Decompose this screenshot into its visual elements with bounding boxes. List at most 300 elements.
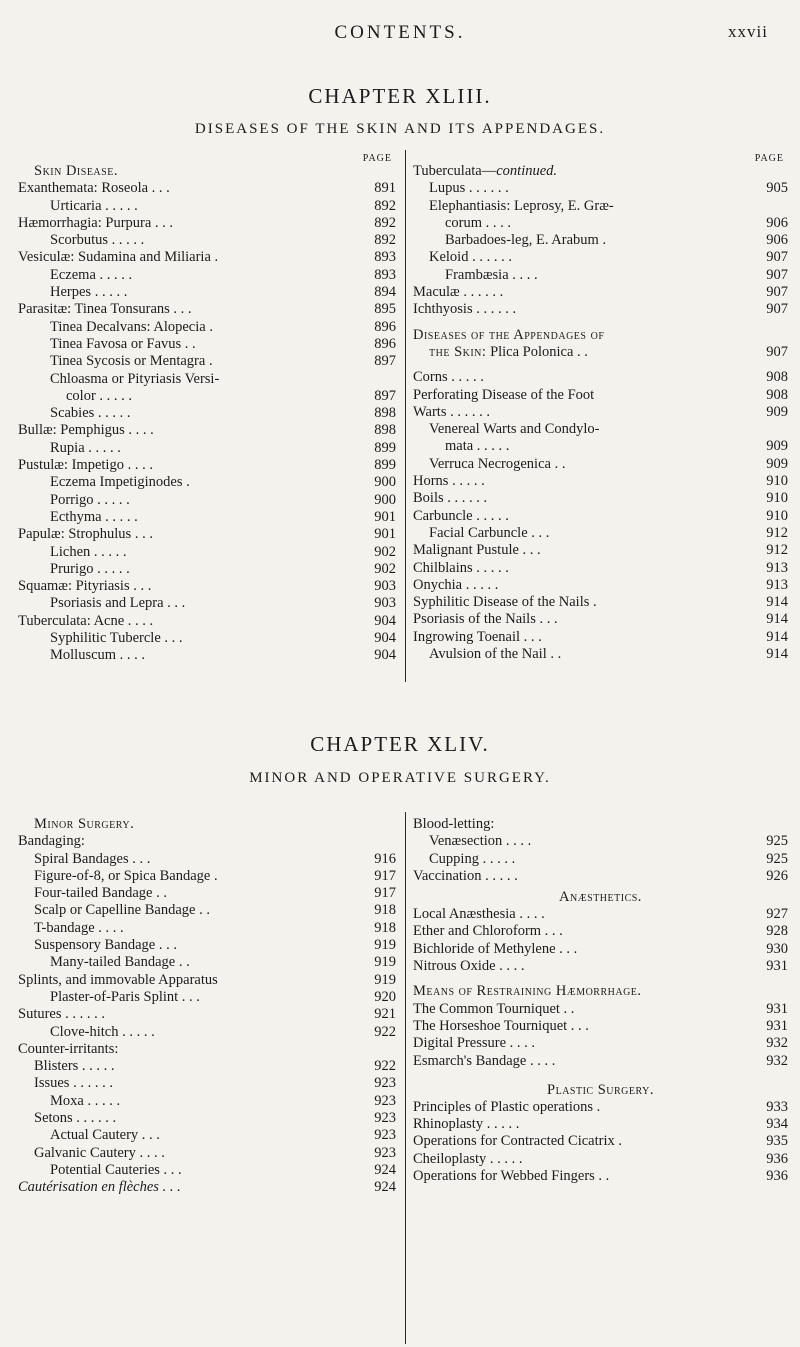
toc-entry bbox=[413, 885, 788, 906]
toc-entry bbox=[413, 906, 788, 923]
page-number-ref: 927 bbox=[766, 906, 788, 923]
toc-entry-title: Ether and Chloroform . . . bbox=[413, 923, 563, 940]
toc-entry-title: the Skin: Plica Polonica . . bbox=[429, 343, 588, 360]
toc-entry-title: Suspensory Bandage . . . bbox=[34, 937, 177, 954]
page-number-ref: 925 bbox=[766, 850, 788, 867]
page-number-ref: 900 bbox=[374, 491, 396, 508]
toc-entry-title: Rhinoplasty . . . . . bbox=[413, 1116, 520, 1133]
toc-entry-title: Herpes . . . . . bbox=[50, 284, 128, 301]
toc-entry-title: Lupus . . . . . . bbox=[429, 180, 509, 197]
page-number-ref: 924 bbox=[374, 1161, 396, 1178]
toc-entry bbox=[18, 249, 396, 266]
page-number-ref: 892 bbox=[374, 232, 396, 249]
chapter-43-title: CHAPTER XLIII. bbox=[308, 84, 492, 108]
toc-entry bbox=[18, 267, 396, 284]
toc-entry-title: Clove-hitch . . . . . bbox=[50, 1023, 155, 1040]
page-number-ref: 935 bbox=[766, 1133, 788, 1150]
toc-entry-title: The Common Tourniquet . . bbox=[413, 1000, 575, 1017]
toc-entry-title: Digital Pressure . . . . bbox=[413, 1035, 536, 1052]
toc-entry bbox=[18, 954, 396, 971]
toc-entry-title: Venæsection . . . . bbox=[429, 833, 532, 850]
toc-entry bbox=[413, 1078, 788, 1099]
page-number-ref: 899 bbox=[374, 457, 396, 474]
toc-entry-title: Boils . . . . . . bbox=[413, 490, 488, 507]
chapter-44-right-column bbox=[413, 816, 788, 1185]
chapter-44-left-column bbox=[18, 816, 396, 1197]
page-number-ref: 914 bbox=[766, 628, 788, 645]
toc-entry bbox=[18, 440, 396, 457]
page-number-ref: 901 bbox=[374, 526, 396, 543]
page-number-ref: 931 bbox=[766, 1017, 788, 1034]
toc-entry bbox=[18, 613, 396, 630]
toc-entry-title: Hæmorrhagia: Purpura . . . bbox=[18, 214, 174, 231]
toc-entry-title: Nitrous Oxide . . . . bbox=[413, 958, 525, 975]
toc-entry bbox=[18, 1093, 396, 1110]
toc-entry-title: Ichthyosis . . . . . . bbox=[413, 301, 517, 318]
toc-entry-title: Blood-letting: bbox=[413, 816, 495, 832]
page-number-ref: 910 bbox=[766, 473, 788, 490]
toc-entry-title: Esmarch's Bandage . . . . bbox=[413, 1052, 556, 1069]
page-number-ref: 909 bbox=[766, 403, 788, 420]
page-number-ref: 932 bbox=[766, 1035, 788, 1052]
toc-entry-title: Exanthemata: Roseola . . . bbox=[18, 180, 170, 197]
chapter-43-right-column bbox=[413, 150, 788, 663]
toc-entry-title: Bandaging: bbox=[18, 833, 85, 850]
toc-entry bbox=[413, 1035, 788, 1052]
toc-entry bbox=[18, 989, 396, 1006]
toc-entry bbox=[413, 1053, 788, 1070]
toc-entry-title: Verruca Necrogenica . . bbox=[429, 455, 566, 472]
toc-entry-title: Onychia . . . . . bbox=[413, 576, 499, 593]
toc-entry-title: Operations for Contracted Cicatrix . bbox=[413, 1133, 622, 1150]
toc-entry bbox=[413, 301, 788, 318]
toc-entry bbox=[18, 371, 396, 388]
toc-entry bbox=[413, 404, 788, 421]
toc-entry-title: Scabies . . . . . bbox=[50, 405, 131, 422]
page-number-ref: 923 bbox=[374, 1092, 396, 1109]
toc-entry-title: Pustulæ: Impetigo . . . . bbox=[18, 457, 153, 474]
section-heading: Minor Surgery. bbox=[34, 816, 135, 832]
page-number-ref: 913 bbox=[766, 559, 788, 576]
toc-entry bbox=[413, 560, 788, 577]
toc-entry-title: Bichloride of Methylene . . . bbox=[413, 940, 578, 957]
toc-entry bbox=[413, 473, 788, 490]
toc-entry bbox=[413, 232, 788, 249]
page-column-label: PAGE bbox=[362, 153, 392, 164]
toc-entry bbox=[18, 647, 396, 664]
toc-entry-title: Avulsion of the Nail . . bbox=[429, 646, 562, 663]
page-number-ref: 912 bbox=[766, 524, 788, 541]
toc-entry bbox=[18, 319, 396, 336]
toc-entry bbox=[413, 868, 788, 885]
page-number-ref: 903 bbox=[374, 578, 396, 595]
toc-entry bbox=[413, 198, 788, 215]
page-number-ref: 922 bbox=[374, 1023, 396, 1040]
page-number-ref: 896 bbox=[374, 335, 396, 352]
spacer bbox=[413, 361, 788, 369]
toc-entry-title: Tuberculata—continued. bbox=[413, 163, 558, 179]
page-number-ref: 914 bbox=[766, 646, 788, 663]
page-number-ref: 923 bbox=[374, 1127, 396, 1144]
toc-entry bbox=[413, 1116, 788, 1133]
toc-entry-title: Chloasma or Pityriasis Versi- bbox=[50, 370, 220, 387]
toc-entry-title: Horns . . . . . bbox=[413, 473, 485, 490]
toc-entry bbox=[413, 284, 788, 301]
toc-entry bbox=[18, 198, 396, 215]
page-number-ref: 923 bbox=[374, 1110, 396, 1127]
toc-entry bbox=[413, 833, 788, 850]
toc-entry bbox=[18, 180, 396, 197]
toc-entry-title: Sutures . . . . . . bbox=[18, 1006, 105, 1023]
toc-entry bbox=[18, 336, 396, 353]
toc-entry-title: Cupping . . . . . bbox=[429, 850, 516, 867]
toc-entry-title: Vesiculæ: Sudamina and Miliaria . bbox=[18, 249, 219, 266]
toc-entry-title: Vaccination . . . . . bbox=[413, 867, 518, 884]
page-number-ref: 908 bbox=[766, 369, 788, 386]
toc-entry bbox=[18, 595, 396, 612]
column-divider bbox=[405, 812, 406, 1344]
toc-entry bbox=[18, 630, 396, 647]
toc-entry bbox=[413, 163, 788, 180]
toc-entry-title: Scorbutus . . . . . bbox=[50, 232, 145, 249]
page-number-ref: 891 bbox=[374, 180, 396, 197]
toc-entry-title: Local Anæsthesia . . . . bbox=[413, 906, 545, 923]
page-number-ref: 933 bbox=[766, 1098, 788, 1115]
page-number-ref: 898 bbox=[374, 422, 396, 439]
toc-entry-title: Molluscum . . . . bbox=[50, 647, 146, 664]
toc-entry bbox=[413, 923, 788, 940]
toc-entry bbox=[18, 150, 396, 163]
continued-label: continued. bbox=[496, 163, 558, 179]
page-number-ref: 898 bbox=[374, 405, 396, 422]
toc-entry-title: Four-tailed Bandage . . bbox=[34, 885, 167, 902]
toc-entry bbox=[18, 232, 396, 249]
toc-entry-title: Moxa . . . . . bbox=[50, 1092, 121, 1109]
toc-entry bbox=[413, 594, 788, 611]
toc-entry-title: Potential Cauteries . . . bbox=[50, 1161, 182, 1178]
toc-entry-title: Carbuncle . . . . . bbox=[413, 507, 509, 524]
toc-entry-title: Plica Polonica . . bbox=[486, 343, 588, 360]
toc-entry bbox=[18, 526, 396, 543]
page-number-ref: 919 bbox=[374, 937, 396, 954]
toc-entry-title: Venereal Warts and Condylo- bbox=[429, 421, 600, 438]
page-number-ref: 893 bbox=[374, 266, 396, 283]
toc-entry bbox=[413, 525, 788, 542]
toc-entry bbox=[413, 438, 788, 455]
chapter-44-subtitle: MINOR AND OPERATIVE SURGERY. bbox=[249, 770, 551, 786]
toc-entry bbox=[18, 937, 396, 954]
page-number-ref: 908 bbox=[766, 386, 788, 403]
toc-entry bbox=[18, 578, 396, 595]
toc-entry-title: Corns . . . . . bbox=[413, 369, 484, 386]
spacer bbox=[413, 319, 788, 327]
toc-entry bbox=[413, 456, 788, 473]
toc-entry bbox=[18, 816, 396, 833]
toc-entry bbox=[18, 1162, 396, 1179]
toc-entry bbox=[18, 1127, 396, 1144]
toc-entry-title: Tinea Sycosis or Mentagra . bbox=[50, 353, 213, 370]
toc-entry-title: mata . . . . . bbox=[445, 438, 510, 455]
page-number-ref: 905 bbox=[766, 180, 788, 197]
page-number-ref: 924 bbox=[374, 1179, 396, 1196]
toc-entry bbox=[18, 1110, 396, 1127]
page-number-ref: 910 bbox=[766, 490, 788, 507]
toc-entry-title: Urticaria . . . . . bbox=[50, 197, 138, 214]
toc-entry-title: Operations for Webbed Fingers . . bbox=[413, 1168, 610, 1185]
toc-entry bbox=[18, 509, 396, 526]
toc-entry-title: Splints, and immovable Apparatus bbox=[18, 971, 218, 988]
section-heading: Plastic Surgery. bbox=[547, 1081, 654, 1098]
page-number-ref: 919 bbox=[374, 971, 396, 988]
toc-entry-title: Elephantiasis: Leprosy, E. Græ- bbox=[429, 197, 614, 214]
page-number-ref: 920 bbox=[374, 988, 396, 1005]
page-number-ref: 904 bbox=[374, 612, 396, 629]
toc-entry bbox=[413, 267, 788, 284]
toc-entry-title: Porrigo . . . . . bbox=[50, 491, 130, 508]
page-number-ref: 899 bbox=[374, 439, 396, 456]
page-number-ref: 930 bbox=[766, 940, 788, 957]
toc-entry-title: Rupia . . . . . bbox=[50, 439, 121, 456]
page-number-ref: 936 bbox=[766, 1168, 788, 1185]
page-number-ref: 894 bbox=[374, 284, 396, 301]
toc-entry bbox=[413, 150, 788, 163]
page-number-ref: 892 bbox=[374, 197, 396, 214]
toc-entry bbox=[18, 388, 396, 405]
page-number-ref: 931 bbox=[766, 1000, 788, 1017]
page-number-ref: 906 bbox=[766, 214, 788, 231]
toc-entry bbox=[18, 301, 396, 318]
spacer bbox=[413, 975, 788, 983]
toc-entry-title: Principles of Plastic operations . bbox=[413, 1098, 601, 1115]
toc-entry bbox=[18, 163, 396, 180]
page-number-ref: 925 bbox=[766, 833, 788, 850]
toc-entry-title: Psoriasis of the Nails . . . bbox=[413, 611, 558, 628]
section-heading: Means of Restraining Hæmorrhage. bbox=[413, 983, 642, 1000]
toc-entry-title: Setons . . . . . . bbox=[34, 1110, 117, 1127]
toc-entry-title: Chilblains . . . . . bbox=[413, 559, 509, 576]
toc-entry-title: Bullæ: Pemphigus . . . . bbox=[18, 422, 154, 439]
page-number-ref: 897 bbox=[374, 387, 396, 404]
toc-entry bbox=[18, 457, 396, 474]
page-number-ref: 918 bbox=[374, 902, 396, 919]
chapter-44-title: CHAPTER XLIV. bbox=[310, 732, 490, 756]
page-number-ref: 914 bbox=[766, 594, 788, 611]
toc-entry bbox=[18, 885, 396, 902]
toc-entry bbox=[413, 958, 788, 975]
toc-entry bbox=[18, 1006, 396, 1023]
page-column-label: PAGE bbox=[754, 153, 784, 164]
page-number-ref: 909 bbox=[766, 455, 788, 472]
toc-entry bbox=[413, 611, 788, 628]
toc-entry bbox=[413, 344, 788, 361]
toc-entry bbox=[18, 561, 396, 578]
page-number-ref: 907 bbox=[766, 343, 788, 360]
running-head bbox=[0, 8, 800, 48]
toc-entry bbox=[18, 1058, 396, 1075]
spacer bbox=[413, 1070, 788, 1078]
toc-entry bbox=[413, 387, 788, 404]
toc-entry-title: Tinea Favosa or Favus . . bbox=[50, 335, 196, 352]
toc-entry bbox=[18, 833, 396, 850]
toc-entry bbox=[413, 508, 788, 525]
page-number-ref: 907 bbox=[766, 266, 788, 283]
toc-entry bbox=[18, 1145, 396, 1162]
toc-entry-title: Barbadoes-leg, E. Arabum . bbox=[445, 232, 607, 249]
toc-entry bbox=[413, 629, 788, 646]
toc-entry-title: Lichen . . . . . bbox=[50, 543, 127, 560]
toc-entry bbox=[18, 422, 396, 439]
toc-entry bbox=[413, 1168, 788, 1185]
chapter-43-subtitle: DISEASES OF THE SKIN AND ITS APPENDAGES. bbox=[194, 121, 606, 137]
toc-entry-title: color . . . . . bbox=[66, 387, 133, 404]
toc-entry bbox=[413, 1151, 788, 1168]
toc-entry-title: Parasitæ: Tinea Tonsurans . . . bbox=[18, 301, 192, 318]
toc-entry bbox=[18, 353, 396, 370]
section-heading: Anæsthetics. bbox=[559, 889, 642, 906]
toc-entry-title: Papulæ: Strophulus . . . bbox=[18, 526, 153, 543]
toc-entry bbox=[18, 1179, 396, 1196]
page-number-ref: 903 bbox=[374, 595, 396, 612]
toc-entry-title: Frambæsia . . . . bbox=[445, 266, 538, 283]
toc-entry-title: Cautérisation en flèches . . . bbox=[18, 1179, 181, 1196]
toc-entry-title: The Horseshoe Tourniquet . . . bbox=[413, 1017, 589, 1034]
toc-entry bbox=[413, 1018, 788, 1035]
toc-entry bbox=[18, 215, 396, 232]
toc-entry-title: Tinea Decalvans: Alopecia . bbox=[50, 318, 213, 335]
toc-entry-title: corum . . . . bbox=[445, 214, 512, 231]
page-number-ref: 907 bbox=[766, 301, 788, 318]
toc-entry-title: Squamæ: Pityriasis . . . bbox=[18, 578, 152, 595]
toc-entry-title: Issues . . . . . . bbox=[34, 1075, 113, 1092]
toc-entry bbox=[18, 405, 396, 422]
toc-entry bbox=[413, 421, 788, 438]
column-divider bbox=[405, 150, 406, 682]
toc-entry bbox=[413, 1133, 788, 1150]
page-number-ref: 923 bbox=[374, 1075, 396, 1092]
toc-entry-title: Ingrowing Toenail . . . bbox=[413, 628, 542, 645]
page-number-ref: 907 bbox=[766, 284, 788, 301]
toc-entry bbox=[413, 180, 788, 197]
toc-entry-title: Plaster-of-Paris Splint . . . bbox=[50, 988, 200, 1005]
toc-entry-title: Facial Carbuncle . . . bbox=[429, 524, 550, 541]
toc-entry-title: Perforating Disease of the Foot bbox=[413, 386, 595, 403]
page-number-ref: 907 bbox=[766, 249, 788, 266]
page-number: xxvii bbox=[728, 22, 768, 41]
page-number-ref: 926 bbox=[766, 867, 788, 884]
page-number-ref: 893 bbox=[374, 249, 396, 266]
page-number-ref: 918 bbox=[374, 919, 396, 936]
running-title: CONTENTS. bbox=[334, 22, 466, 43]
chapter-43-left-column bbox=[18, 150, 396, 665]
toc-entry bbox=[18, 851, 396, 868]
toc-entry bbox=[18, 1041, 396, 1058]
toc-entry-title: Tuberculata: Acne . . . . bbox=[18, 612, 154, 629]
page-number-ref: 936 bbox=[766, 1150, 788, 1167]
toc-entry bbox=[18, 902, 396, 919]
page-number-ref: 910 bbox=[766, 507, 788, 524]
page-number-ref: 912 bbox=[766, 542, 788, 559]
page-number-ref: 897 bbox=[374, 353, 396, 370]
toc-entry bbox=[413, 1001, 788, 1018]
page-number-ref: 917 bbox=[374, 885, 396, 902]
toc-entry bbox=[18, 1075, 396, 1092]
toc-entry-title: Syphilitic Disease of the Nails . bbox=[413, 594, 597, 611]
toc-entry bbox=[18, 1024, 396, 1041]
toc-entry-title: Counter-irritants: bbox=[18, 1040, 119, 1057]
toc-entry-title: Galvanic Cautery . . . . bbox=[34, 1144, 165, 1161]
section-heading: Diseases of the Appendages of bbox=[413, 326, 605, 343]
toc-entry bbox=[413, 215, 788, 232]
toc-entry bbox=[18, 868, 396, 885]
toc-entry bbox=[413, 816, 788, 833]
toc-entry-title: Spiral Bandages . . . bbox=[34, 850, 151, 867]
toc-entry bbox=[413, 490, 788, 507]
toc-entry-title: Actual Cautery . . . bbox=[50, 1127, 160, 1144]
toc-entry-title: T-bandage . . . . bbox=[34, 919, 124, 936]
page-number-ref: 934 bbox=[766, 1116, 788, 1133]
toc-entry bbox=[413, 851, 788, 868]
page-number-ref: 895 bbox=[374, 301, 396, 318]
toc-entry-title: Eczema . . . . . bbox=[50, 266, 133, 283]
page-number-ref: 932 bbox=[766, 1052, 788, 1069]
page-number-ref: 896 bbox=[374, 318, 396, 335]
toc-entry bbox=[18, 544, 396, 561]
toc-entry bbox=[413, 369, 788, 386]
toc-entry bbox=[413, 327, 788, 344]
page-number-ref: 909 bbox=[766, 438, 788, 455]
page-number-ref: 922 bbox=[374, 1058, 396, 1075]
page-number-ref: 900 bbox=[374, 474, 396, 491]
toc-entry-title: Keloid . . . . . . bbox=[429, 249, 512, 266]
page-number-ref: 904 bbox=[374, 647, 396, 664]
page-number-ref: 913 bbox=[766, 576, 788, 593]
toc-entry bbox=[413, 577, 788, 594]
toc-entry bbox=[413, 941, 788, 958]
page-number-ref: 917 bbox=[374, 867, 396, 884]
toc-entry-title: Figure-of-8, or Spica Bandage . bbox=[34, 867, 218, 884]
page-number-ref: 919 bbox=[374, 954, 396, 971]
toc-entry-title: Syphilitic Tubercle . . . bbox=[50, 630, 183, 647]
toc-entry-title: Malignant Pustule . . . bbox=[413, 542, 541, 559]
section-heading: Skin Disease. bbox=[34, 163, 118, 179]
page-number-ref: 902 bbox=[374, 560, 396, 577]
toc-entry-title: Ecthyma . . . . . bbox=[50, 508, 138, 525]
toc-entry bbox=[18, 920, 396, 937]
toc-entry-title: Psoriasis and Lepra . . . bbox=[50, 595, 186, 612]
toc-entry bbox=[18, 474, 396, 491]
toc-entry-title: Cheiloplasty . . . . . bbox=[413, 1150, 523, 1167]
toc-entry-title: Warts . . . . . . bbox=[413, 403, 490, 420]
toc-entry bbox=[18, 492, 396, 509]
toc-entry-title: Eczema Impetiginodes . bbox=[50, 474, 190, 491]
toc-entry bbox=[413, 542, 788, 559]
toc-entry bbox=[413, 249, 788, 266]
page-number-ref: 914 bbox=[766, 611, 788, 628]
page-number-ref: 901 bbox=[374, 508, 396, 525]
page-number-ref: 916 bbox=[374, 850, 396, 867]
toc-entry-title: Many-tailed Bandage . . bbox=[50, 954, 190, 971]
page-number-ref: 906 bbox=[766, 232, 788, 249]
page-number-ref: 928 bbox=[766, 923, 788, 940]
page-number-ref: 904 bbox=[374, 630, 396, 647]
page-number-ref: 923 bbox=[374, 1144, 396, 1161]
page-number-ref: 892 bbox=[374, 214, 396, 231]
page-number-ref: 921 bbox=[374, 1006, 396, 1023]
toc-entry bbox=[18, 284, 396, 301]
toc-entry-title: Maculæ . . . . . . bbox=[413, 284, 504, 301]
toc-entry bbox=[413, 1099, 788, 1116]
page-number-ref: 931 bbox=[766, 958, 788, 975]
